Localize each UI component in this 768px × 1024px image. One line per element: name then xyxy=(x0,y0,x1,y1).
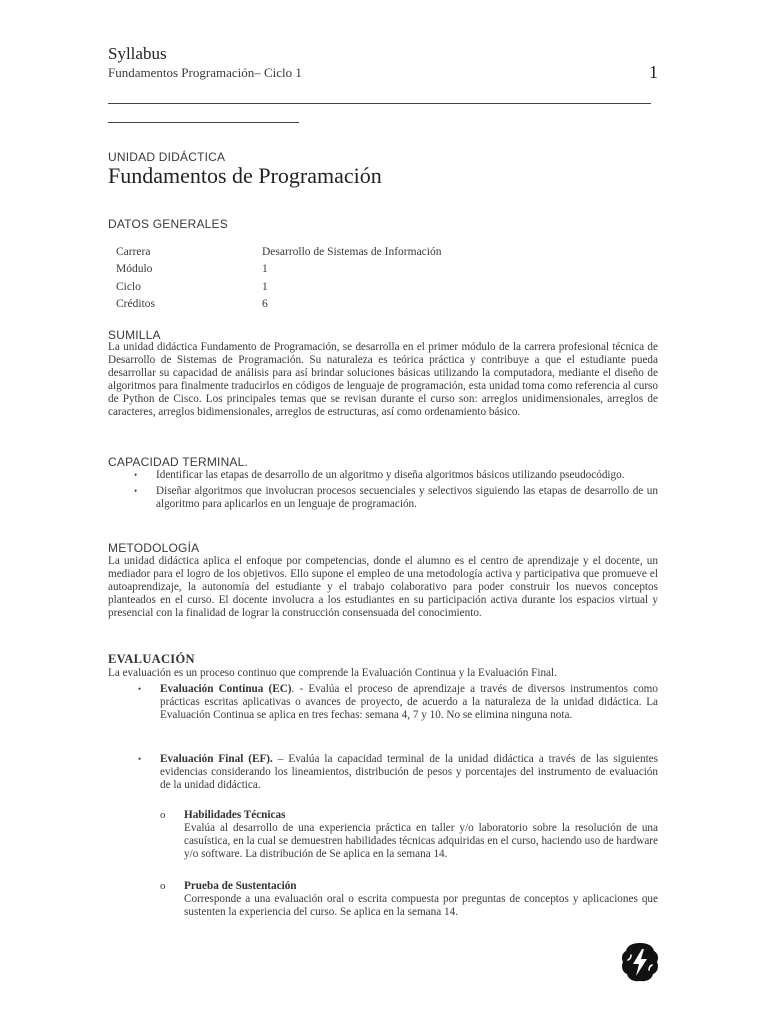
list-item-text: Identificar las etapas de desarrollo de un algoritmo y diseña algoritmos básicos utilizando pseudocódigo. xyxy=(156,469,625,481)
header-title: Syllabus xyxy=(108,44,167,63)
list-item-text: Diseñar algoritmos que involucran procesos secuenciales y selectivos siguiendo las etapas de desarrollo de un algoritmo para aplicarlos en un lenguaje de programación. xyxy=(156,485,658,511)
metodologia-text: La unidad didáctica aplica el enfoque por competencias, donde el alumno es el centro de aprendizaje y el docente, un mediador para el logro de los objetivos. Ello supone el empleo de una metodología activa y participativa que promueve el autoaprendizaje, la autonomía del estudiante y el trabajo colaborativo para poder construir los nuevos conceptos planteados en el curso. El docente involucra a los estudiantes en su participación activa durante los espacios virtual y presencial con la finalidad de lograr la construcción consensuada del conocimiento. xyxy=(108,555,658,620)
evaluacion-final-title: Evaluación Final (EF). xyxy=(160,753,273,765)
prueba-sustentacion-item xyxy=(160,880,658,919)
table-row xyxy=(116,298,441,315)
circle-bullet-icon: o xyxy=(160,809,166,821)
capacidad-heading: CAPACIDAD TERMINAL. xyxy=(108,455,249,469)
table-row xyxy=(116,246,441,263)
bullet-icon: • xyxy=(134,486,138,497)
row-value: 1 xyxy=(262,263,268,276)
sumilla-text: La unidad didáctica Fundamento de Programación, se desarrolla en el primer módulo de la carrera profesional técnica de Desarrollo de Sistemas de Programación. Su naturaleza es teórica práctica y contribuye a que el estudiante pueda desarrollar su capacidad de análisis para así brindar soluciones básicas utilizando la computadora, mediante el diseño de algoritmos para finalmente traducirlos en códigos de lenguaje de programación, esta unidad toma como referencia al curso de Python de Cisco. Los principales temas que se revisan durante el curso son: arreglos unidimensionales, arreglos de caracteres, arreglos bidimensionales, arreglos de estructuras, así como ordenamiento básico. xyxy=(108,341,658,419)
table-row xyxy=(116,263,441,280)
evaluacion-heading: EVALUACIÓN xyxy=(108,652,195,666)
capacidad-list xyxy=(132,469,658,514)
row-value: 1 xyxy=(262,280,268,293)
sub-item-text: Evalúa al desarrollo de una experiencia práctica en taller y/o laboratorio sobre la resolución de una casuística, en la cual se demuestren habilidades técnicas adquiridas en el curso, haciendo uso de hardware y/o software. La distribución de Se aplica en la semana 14. xyxy=(184,822,658,861)
datos-generales-heading: DATOS GENERALES xyxy=(108,217,228,231)
bullet-icon: • xyxy=(138,754,142,764)
datos-generales-table xyxy=(116,246,441,315)
evaluacion-final-text: – Evalúa la capacidad terminal de la unidad didáctica a través de las siguientes evidencias considerando los lineamientos, distribución de pesos y porcentajes del instrumento de evaluación de la unidad didáctica. xyxy=(160,753,659,792)
brain-bolt-logo-icon xyxy=(620,941,660,983)
evaluacion-continua-text: . - Evalúa el proceso de aprendizaje a través de diversos instrumentos como prácticas escritas aplicativas o avances de proyecto, de acuerdo a la naturaleza de la unidad didáctica. La Evaluación Continua se aplica en tres fechas: semana 4, 7 y 10. No se elimina ninguna nota. xyxy=(160,683,658,722)
sub-item-title: Habilidades Técnicas xyxy=(184,809,286,821)
table-row xyxy=(116,281,441,298)
evaluacion-final-item xyxy=(138,753,659,792)
list-item xyxy=(132,485,658,511)
header-rule-short xyxy=(108,122,299,123)
row-key: Carrera xyxy=(116,246,151,258)
unit-label: UNIDAD DIDÁCTICA xyxy=(108,150,226,164)
bullet-icon: • xyxy=(138,684,142,694)
list-item xyxy=(132,469,658,482)
circle-bullet-icon: o xyxy=(160,880,166,892)
evaluacion-continua-title: Evaluación Continua (EC) xyxy=(160,683,292,695)
row-value: 6 xyxy=(262,297,268,310)
sub-item-title: Prueba de Sustentación xyxy=(184,880,297,892)
metodologia-heading: METODOLOGÍA xyxy=(108,541,200,555)
row-key: Módulo xyxy=(116,263,153,276)
bullet-icon: • xyxy=(134,470,138,480)
evaluacion-intro: La evaluación es un proceso continuo que comprende la Evaluación Continua y la Evaluación Final. xyxy=(108,667,557,679)
row-key: Créditos xyxy=(116,297,155,310)
header-course-line: Fundamentos Programación– Ciclo 1 xyxy=(108,65,302,80)
row-key: Ciclo xyxy=(116,280,141,293)
sub-item-text: Corresponde a una evaluación oral o escrita compuesta por preguntas de conceptos y aplicaciones que sustenten la experiencia del curso. Se aplica en la semana 14. xyxy=(184,893,658,919)
habilidades-tecnicas-item xyxy=(160,809,658,861)
evaluacion-continua-item xyxy=(138,683,658,722)
header-rule xyxy=(108,103,651,104)
page-number: 1 xyxy=(649,62,658,82)
sumilla-heading: SUMILLA xyxy=(108,328,161,342)
unit-title: Fundamentos de Programación xyxy=(108,163,382,188)
row-value: Desarrollo de Sistemas de Información xyxy=(262,246,442,258)
